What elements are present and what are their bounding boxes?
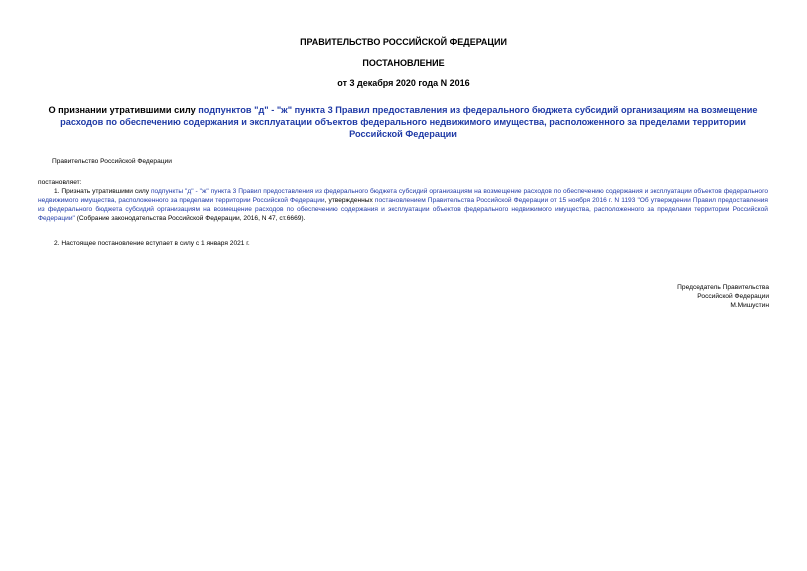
government-line: Правительство Российской Федерации (52, 158, 172, 165)
signature-position: Председатель Правительства (677, 284, 769, 291)
signature-name: М.Мишустин (730, 302, 769, 309)
paragraph-2: 2. Настоящее постановление вступает в силу с 1 января 2021 г. (54, 240, 250, 247)
paragraph-1-prefix: 1. Признать утратившими силу (54, 188, 151, 195)
paragraph-1-link-rules[interactable]: подпункты "д" - "ж" пункта 3 Правил предоставления из федерального бюджета субсидий организациям на возмещение расходов по обеспечению содержания и эксплуатации объектов федерального недвижимого имущества, расположенного за пределами территории Российской Федерации (38, 188, 769, 204)
document-date-number: от 3 декабря 2020 года N 2016 (337, 78, 470, 88)
document-type: ПОСТАНОВЛЕНИЕ (362, 58, 445, 68)
document-title (36, 104, 770, 140)
title-link[interactable]: подпунктов "д" - "ж" пункта 3 Правил предоставления из федерального бюджета субсидий организациям на возмещение расходов по обеспечению содержания и эксплуатации объектов федерального недвижимого имущества, расположенного за пределами территории Российской Федерации (60, 105, 758, 139)
decides-line: постановляет: (38, 179, 82, 186)
paragraph-1-mid: , утвержденных (324, 197, 375, 204)
paragraph-1 (38, 187, 768, 223)
paragraph-1-link-resolution[interactable]: постановлением Правительства Российской Федерации от 15 ноября 2016 г. N 1193 "Об утверждении Правил предоставления из федерального бюджета субсидий организациям на возмещение расходов по обеспечению содержания и эксплуатации объектов федерального недвижимого имущества, расположенного за пределами территории Российской Федерации" (38, 197, 768, 222)
government-heading: ПРАВИТЕЛЬСТВО РОССИЙСКОЙ ФЕДЕРАЦИИ (300, 37, 507, 47)
signature-organization: Российской Федерации (697, 293, 769, 300)
paragraph-1-suffix: (Собрание законодательства Российской Федерации, 2016, N 47, ст.6669). (74, 215, 306, 222)
title-prefix: О признании утратившими силу (48, 105, 199, 115)
